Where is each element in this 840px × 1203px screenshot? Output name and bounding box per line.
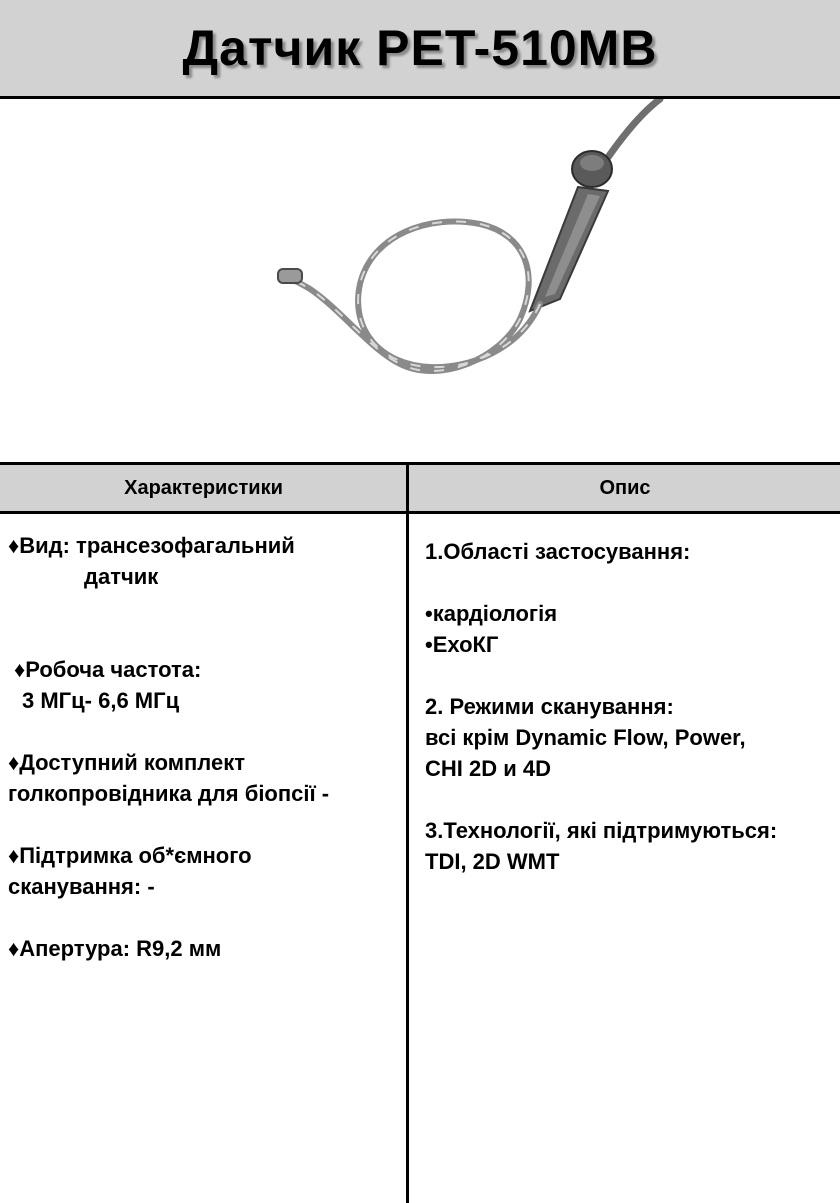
application-item-echo: •ЕхоКГ bbox=[425, 632, 499, 657]
technologies-value: TDI, 2D WMT bbox=[425, 849, 560, 874]
technologies-title: 3.Технології, які підтримуються: bbox=[425, 818, 778, 843]
page-title: Датчик PET-510MB bbox=[182, 20, 658, 76]
header-characteristics: Характеристики bbox=[124, 476, 283, 499]
type-label: ♦Вид: трансезофагальний bbox=[8, 533, 295, 558]
table-header-row bbox=[0, 465, 840, 514]
scan-modes-line1: всі крім Dynamic Flow, Power, bbox=[425, 725, 746, 750]
biopsy-value: голкопровідника для біопсії - bbox=[8, 781, 330, 806]
column-divider bbox=[406, 465, 409, 1203]
biopsy-label: ♦Доступний комплект bbox=[8, 750, 245, 775]
title-bar bbox=[0, 0, 840, 99]
volume-label: ♦Підтримка об*ємного bbox=[8, 843, 252, 868]
header-description: Опис bbox=[599, 476, 651, 499]
frequency-label: ♦Робоча частота: bbox=[14, 657, 202, 682]
characteristics-column bbox=[8, 514, 400, 964]
type-value: датчик bbox=[84, 564, 159, 589]
description-column bbox=[425, 514, 837, 877]
volume-value: сканування: - bbox=[8, 874, 155, 899]
probe-image bbox=[0, 99, 840, 462]
scan-modes-line2: CHI 2D и 4D bbox=[425, 756, 551, 781]
frequency-value: 3 МГц- 6,6 МГц bbox=[22, 688, 180, 713]
spec-table bbox=[0, 462, 840, 1203]
application-item-cardiology: •кардіологія bbox=[425, 601, 558, 626]
aperture-text: ♦Апертура: R9,2 мм bbox=[8, 936, 222, 961]
probe-illustration bbox=[0, 99, 840, 462]
application-areas-title: 1.Області застосування: bbox=[425, 539, 691, 564]
scan-modes-title: 2. Режими сканування: bbox=[425, 694, 674, 719]
